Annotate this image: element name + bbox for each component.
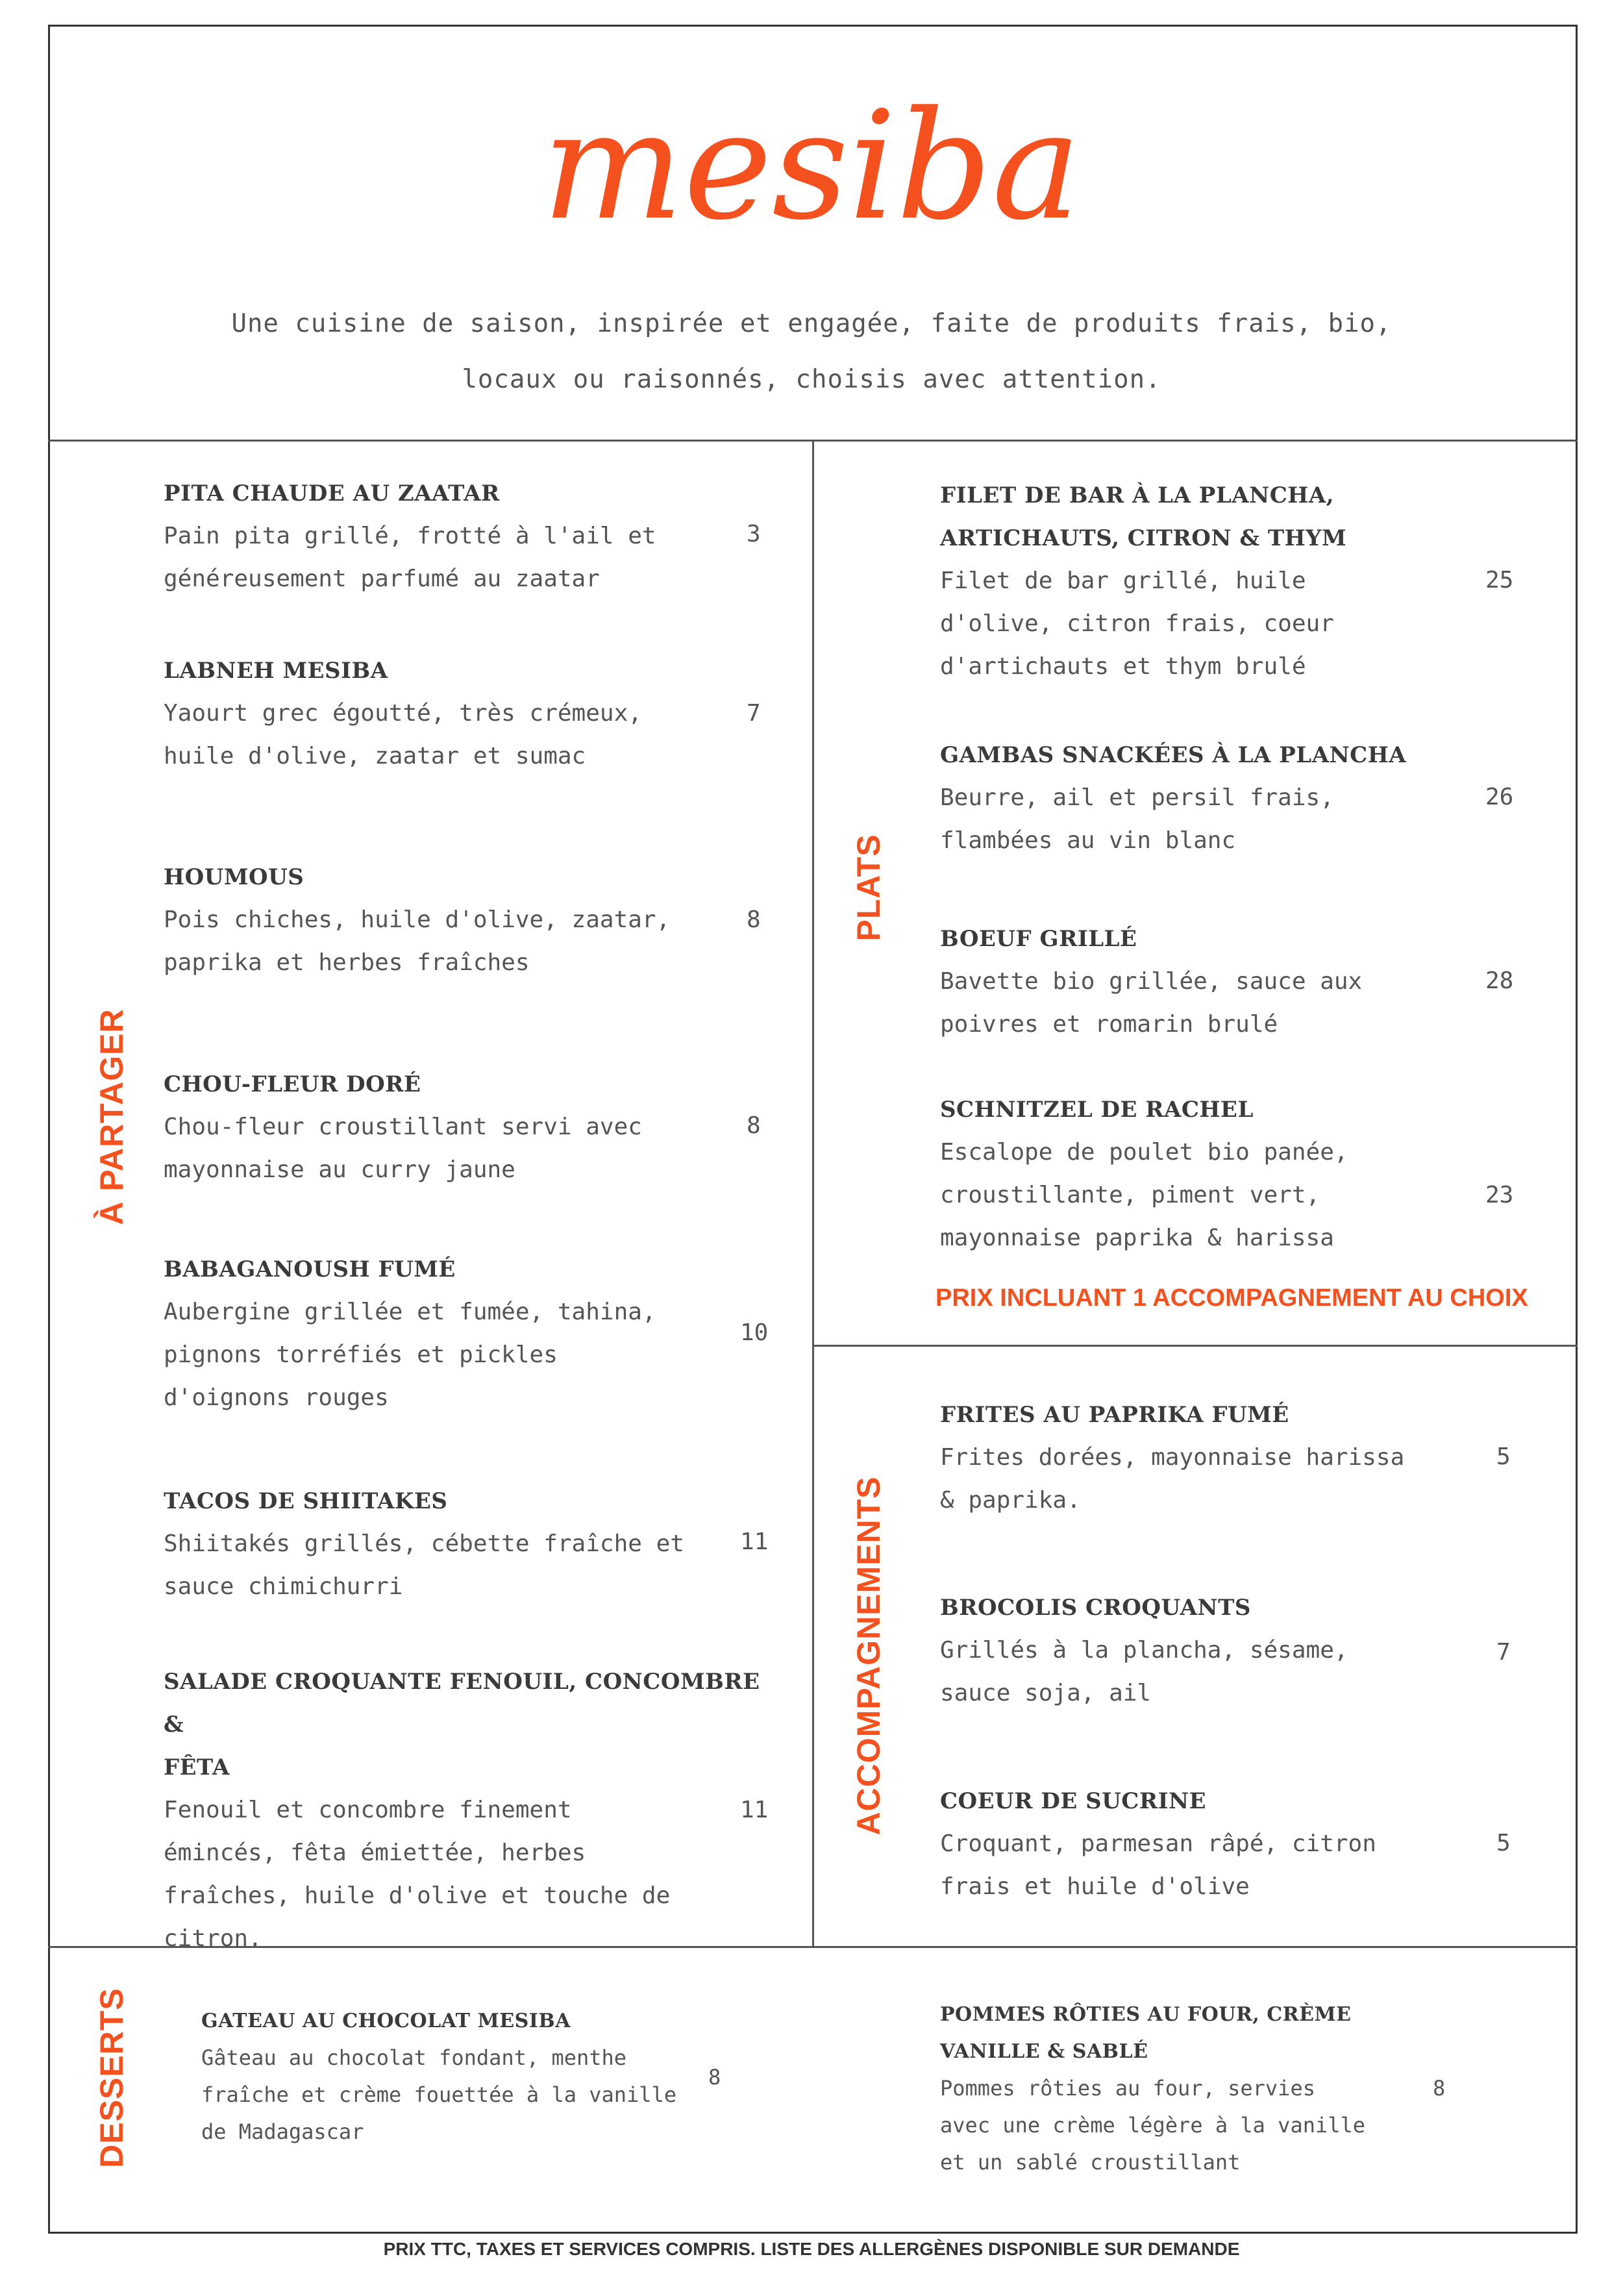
menu-item bbox=[940, 917, 1472, 1046]
divider-plats-accomp bbox=[812, 1345, 1578, 1347]
tagline bbox=[0, 296, 1623, 408]
item-name: GAMBAS SNACKÉES À LA PLANCHA bbox=[940, 742, 1407, 768]
item-desc: Bavette bio grillée, sauce aux bbox=[940, 968, 1363, 995]
item-name: POMMES RÔTIES AU FOUR, CRÈME bbox=[940, 2003, 1352, 2026]
item-name: TACOS DE SHIITAKES bbox=[164, 1488, 448, 1514]
item-desc: Pommes rôties au four, servies bbox=[940, 2076, 1315, 2101]
section-label-accompagnements: ACCOMPAGNEMENTS bbox=[850, 1476, 887, 1836]
item-price: 5 bbox=[1496, 1830, 1511, 1856]
item-desc: avec une crème légère à la vanille bbox=[940, 2113, 1366, 2138]
item-desc: de Madagascar bbox=[201, 2119, 364, 2144]
item-name: BROCOLIS CROQUANTS bbox=[940, 1595, 1251, 1621]
item-name: BABAGANOUSH FUMÉ bbox=[164, 1256, 456, 1282]
item-desc: huile d'olive, zaatar et sumac bbox=[164, 743, 586, 769]
item-price: 8 bbox=[747, 1112, 761, 1139]
item-desc: flambées au vin blanc bbox=[940, 827, 1236, 854]
item-desc: Shiitakés grillés, cébette fraîche et bbox=[164, 1530, 684, 1557]
menu-item bbox=[164, 1660, 761, 1960]
item-price: 26 bbox=[1485, 784, 1514, 810]
item-price: 23 bbox=[1485, 1182, 1514, 1208]
section-label-plats: PLATS bbox=[850, 834, 887, 942]
menu-item bbox=[164, 1248, 748, 1419]
item-price: 3 bbox=[747, 521, 761, 547]
item-name: HOUMOUS bbox=[164, 864, 304, 890]
item-desc: mayonnaise au curry jaune bbox=[164, 1156, 515, 1183]
item-desc: Frites dorées, mayonnaise harissa bbox=[940, 1444, 1405, 1471]
menu-item bbox=[164, 1063, 748, 1192]
item-desc: croustillante, piment vert, bbox=[940, 1182, 1320, 1208]
item-desc: paprika et herbes fraîches bbox=[164, 949, 530, 976]
item-name: FILET DE BAR À LA PLANCHA, bbox=[940, 482, 1335, 508]
brand-logo-text: mesiba bbox=[541, 84, 1082, 253]
menu-item bbox=[164, 856, 748, 984]
footer-note: PRIX TTC, TAXES ET SERVICES COMPRIS. LISTE DES ALLERGÈNES DISPONIBLE SUR DEMANDE bbox=[383, 2239, 1240, 2259]
brand-logo bbox=[0, 84, 1623, 256]
item-desc: Pain pita grillé, frotté à l'ail et bbox=[164, 523, 656, 549]
item-desc: généreusement parfumé au zaatar bbox=[164, 566, 600, 592]
item-desc: Filet de bar grillé, huile bbox=[940, 568, 1306, 594]
menu-item bbox=[940, 1088, 1472, 1260]
item-desc: sauce soja, ail bbox=[940, 1680, 1152, 1706]
item-desc: et un sablé croustillant bbox=[940, 2150, 1241, 2175]
item-desc: Chou-fleur croustillant servi avec bbox=[164, 1114, 642, 1140]
section-label-desserts: DESSERTS bbox=[93, 1988, 130, 2168]
menu-item bbox=[940, 1393, 1472, 1522]
item-desc: sauce chimichurri bbox=[164, 1573, 403, 1600]
item-name: CHOU-FLEUR DORÉ bbox=[164, 1071, 421, 1097]
divider-center bbox=[812, 440, 814, 1948]
item-desc: pignons torréfiés et pickles bbox=[164, 1341, 558, 1368]
menu-item bbox=[940, 734, 1472, 862]
item-desc: frais et huile d'olive bbox=[940, 1873, 1250, 1900]
item-price: 8 bbox=[1433, 2076, 1446, 2101]
item-price: 7 bbox=[1496, 1639, 1511, 1666]
item-name: SCHNITZEL DE RACHEL bbox=[940, 1097, 1254, 1123]
item-desc: Pois chiches, huile d'olive, zaatar, bbox=[164, 906, 671, 933]
item-price: 28 bbox=[1485, 967, 1514, 994]
section-label-partager: À PARTAGER bbox=[93, 1008, 130, 1225]
item-desc: fraîches, huile d'olive et touche de bbox=[164, 1882, 671, 1909]
item-desc: d'artichauts et thym brulé bbox=[940, 653, 1306, 680]
item-price: 8 bbox=[747, 906, 761, 933]
item-name: FÊTA bbox=[164, 1754, 230, 1780]
item-desc: émincés, fêta émiettée, herbes bbox=[164, 1840, 586, 1866]
item-name: SALADE CROQUANTE FENOUIL, CONCOMBRE & bbox=[164, 1669, 760, 1738]
plats-note: PRIX INCLUANT 1 ACCOMPAGNEMENT AU CHOIX bbox=[935, 1284, 1528, 1312]
item-desc: d'olive, citron frais, coeur bbox=[940, 610, 1334, 637]
menu-item bbox=[164, 1480, 748, 1608]
item-price: 7 bbox=[747, 700, 761, 727]
tagline-line2: locaux ou raisonnés, choisis avec attention. bbox=[462, 365, 1161, 394]
item-desc: Escalope de poulet bio panée, bbox=[940, 1139, 1348, 1166]
menu-item bbox=[940, 1996, 1446, 2181]
item-name: FRITES AU PAPRIKA FUMÉ bbox=[940, 1402, 1289, 1428]
item-desc: Yaourt grec égoutté, très crémeux, bbox=[164, 700, 642, 727]
item-name: BOEUF GRILLÉ bbox=[940, 926, 1137, 952]
item-price: 25 bbox=[1485, 567, 1514, 593]
item-name: COEUR DE SUCRINE bbox=[940, 1788, 1206, 1814]
item-price: 11 bbox=[740, 1529, 769, 1555]
item-desc: Aubergine grillée et fumée, tahina, bbox=[164, 1299, 656, 1325]
item-desc: Gâteau au chocolat fondant, menthe bbox=[201, 2045, 627, 2070]
item-desc: d'oignons rouges bbox=[164, 1384, 389, 1411]
item-desc: poivres et romarin brulé bbox=[940, 1011, 1278, 1038]
item-name: LABNEH MESIBA bbox=[164, 658, 388, 684]
item-desc: fraîche et crème fouettée à la vanille bbox=[201, 2082, 677, 2107]
item-name: GATEAU AU CHOCOLAT MESIBA bbox=[201, 2010, 571, 2032]
item-desc: Croquant, parmesan râpé, citron bbox=[940, 1830, 1376, 1857]
item-desc: mayonnaise paprika & harissa bbox=[940, 1225, 1334, 1251]
item-desc: Beurre, ail et persil frais, bbox=[940, 784, 1334, 811]
item-price: 5 bbox=[1496, 1443, 1511, 1470]
item-price: 11 bbox=[740, 1797, 769, 1823]
item-price: 10 bbox=[740, 1319, 769, 1346]
item-name: PITA CHAUDE AU ZAATAR bbox=[164, 480, 500, 506]
menu-item bbox=[940, 474, 1472, 688]
menu-item bbox=[201, 2003, 734, 2151]
item-price: 8 bbox=[708, 2065, 721, 2090]
item-name: VANILLE & SABLÉ bbox=[940, 2040, 1148, 2063]
item-desc: citron. bbox=[164, 1925, 262, 1952]
item-desc: & paprika. bbox=[940, 1487, 1081, 1514]
item-desc: Grillés à la plancha, sésame, bbox=[940, 1637, 1348, 1664]
menu-item bbox=[940, 1586, 1472, 1715]
menu-item bbox=[164, 649, 748, 778]
item-name: ARTICHAUTS, CITRON & THYM bbox=[940, 525, 1347, 551]
menu-item bbox=[164, 472, 748, 601]
tagline-line1: Une cuisine de saison, inspirée et engagée, faite de produits frais, bio, bbox=[231, 309, 1392, 338]
menu-item bbox=[940, 1780, 1472, 1908]
item-desc: Fenouil et concombre finement bbox=[164, 1797, 572, 1823]
